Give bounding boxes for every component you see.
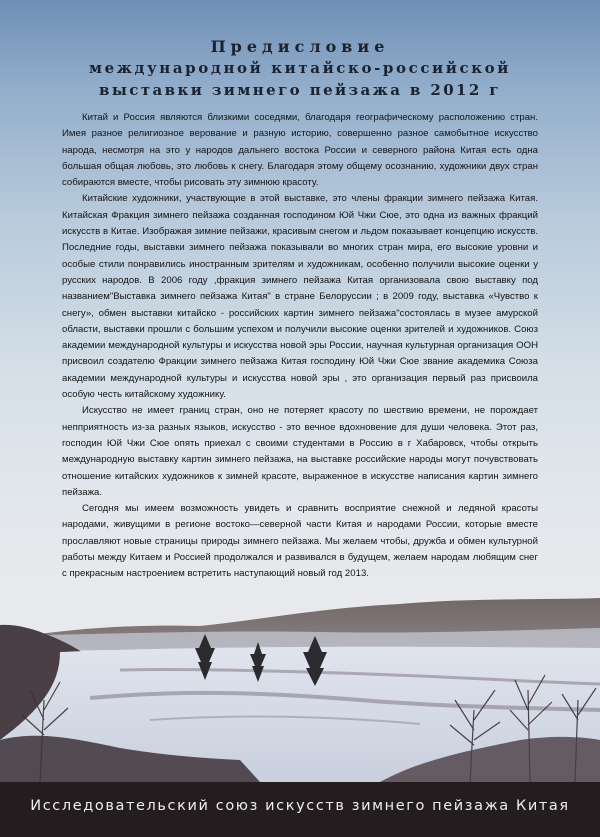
paragraph-3: Искусство не имеет границ стран, оно не потеряет красоту по шествию времени, не порождает непприятность из-за разных языков, искусство - это вечное вдохновение для души человека. Этот раз, господин Юй Чжи Сюе опять приехал с своими студентами в Россию в г Хабаровск, чтобы открыть международную выставку картин зимнего пейзажа, на выставке российские народы могут почувствовать отношение китайских художников к зимней красоте, выраженное в искусстве написания картин зимнего пейзажа. <box>62 405 538 498</box>
title-line-1: Предисловие <box>210 37 390 56</box>
footer-bar <box>0 782 600 837</box>
title-line-3: выставки зимнего пейзажа в 2012 г <box>99 81 501 99</box>
paragraph-2: Китайские художники, участвующие в этой выставке, это члены фракции зимнего пейзажа Китая. Китайская Фракция зимнего пейзажа созданная господином Юй Чжи Сюе, это одна из важных фракций искусств в Китае. Изображая зимние пейзажи, красивым снегом и льдом показывает концепцию искусств. Последние годы, выставки зимнего пейзажа показывали во многих стран мира, его высокие уровни и особые стили понравились иностранным зрителям и художникам, особенно получили высокие оценки у русских народов. В 2006 году ,фракция зимнего пейзажа Китая организовала свою выставку под названием"Выставка зимнего пейзажа Китая" в стране Белоруссии ; в 2009 году, выставка «Чувство к снегу», обмен выставки китайско - российских картин зимнего пейзажа"состоялась в музее амурской области, выставки прошли с большим успехом и получили высокие оценки зрителей и художников. Союз академии международной культуры и искусства новой эры России, научная культурная организация ООН присвоил создателю Фракции зимнего пейзажа Китая господину Юй Чжи Сюе звание академика Союза академии международной культуры и искусства новой эры , это организация первый раз присвоила особую честь китайскому художнику. <box>62 193 538 401</box>
preface-body <box>62 110 538 583</box>
paragraph-4: Сегодня мы имеем возможность увидеть и сравнить восприятие снежной и ледяной красоты народами, живущими в регионе востоко—северной части Китая и народами России, которые вместе прославляют новые страницы природы зимнего пейзажа. Мы желаем чтобы, дружба и обмен культурной работы между Китаем и Россией продолжался и развивался в будущем, желаем народам любящим снег с прекрасным настроением встретить наступающий новый год 2013. <box>62 503 538 580</box>
paragraph-1: Китай и Россия являются близкими соседями, благодаря географическому расположению стран. Имея разное религиозное верование и разную историю, совершенно разное самобытное искусство народа, несмотря на это у народов дальнего востока России и северного района Китая есть одна большая общая любовь, это любовь к снегу. Благодаря этому общему осознанию, художники двух стран собираются вместе, чтобы рисовать эту зимнюю красоту. <box>62 112 538 189</box>
winter-landscape-photo <box>0 590 600 782</box>
title-line-2: международной китайско-российской <box>88 59 512 77</box>
footer-organization-name: Исследовательский союз искусств зимнего пейзажа Китая <box>30 798 570 814</box>
